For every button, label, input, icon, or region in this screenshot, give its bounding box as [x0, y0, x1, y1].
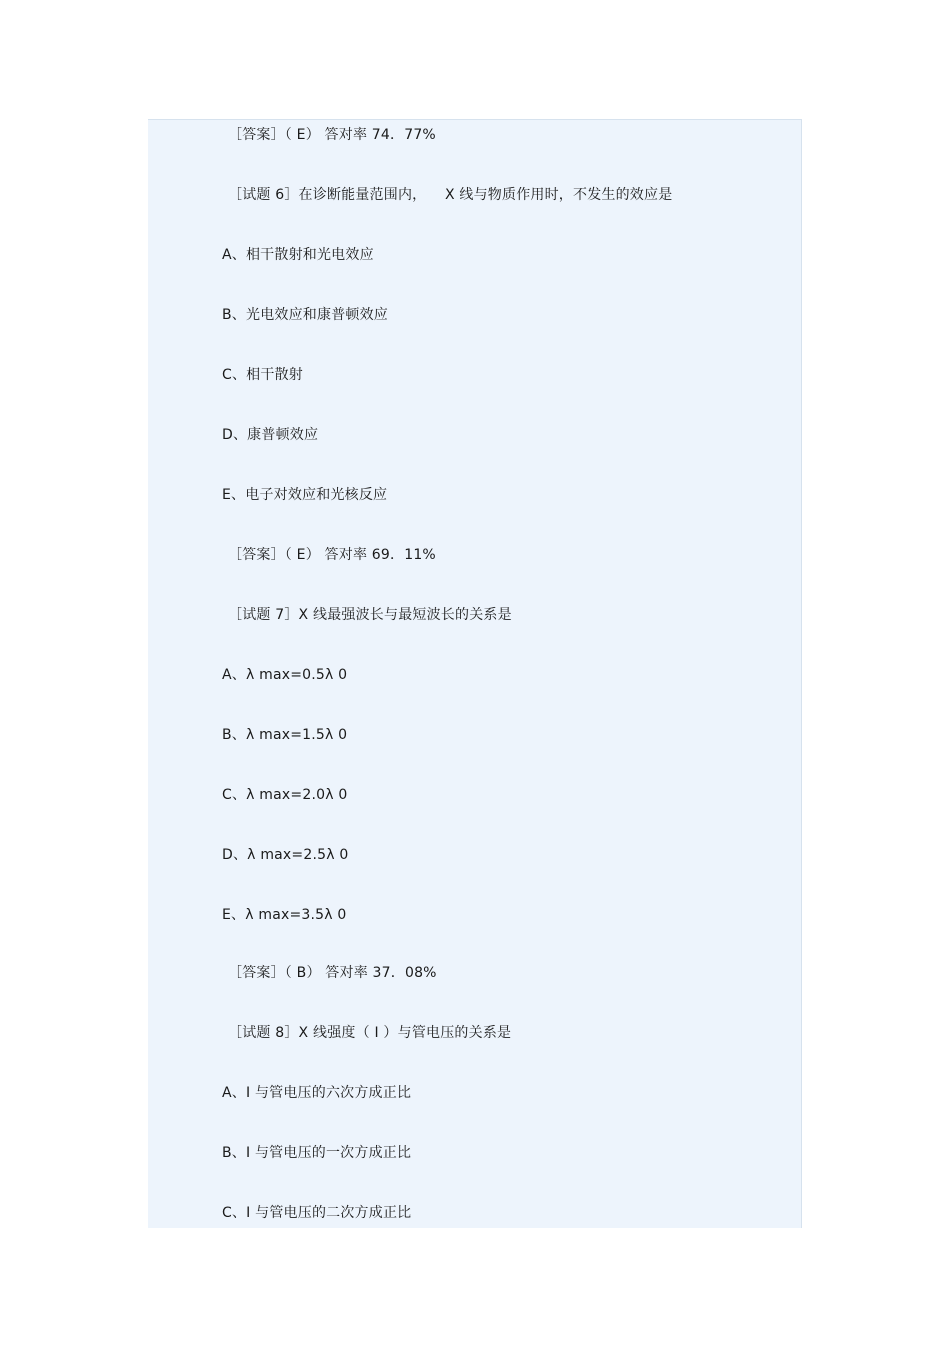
answer-line: ［答案］（ E） 答对率 74．77%	[228, 127, 436, 143]
option-line: C、I 与管电压的二次方成正比	[222, 1205, 412, 1221]
option-line: A、I 与管电压的六次方成正比	[222, 1085, 412, 1101]
option-line: B、光电效应和康普顿效应	[222, 307, 389, 323]
question-line: ［试题 6］在诊断能量范围内， X 线与物质作用时，不发生的效应是	[228, 187, 673, 203]
option-line: D、λ max=2.5λ 0	[222, 847, 349, 863]
question-line: ［试题 7］X 线最强波长与最短波长的关系是	[228, 607, 512, 623]
option-line: A、λ max=0.5λ 0	[222, 667, 348, 683]
option-line: B、λ max=1.5λ 0	[222, 727, 348, 743]
document-panel	[148, 119, 802, 1228]
option-line: C、λ max=2.0λ 0	[222, 787, 348, 803]
answer-line: ［答案］（ E） 答对率 69．11%	[228, 547, 436, 563]
option-line: E、λ max=3.5λ 0	[222, 907, 347, 923]
option-line: C、相干散射	[222, 367, 303, 383]
option-line: A、相干散射和光电效应	[222, 247, 374, 263]
option-line: E、电子对效应和光核反应	[222, 487, 388, 503]
question-line: ［试题 8］X 线强度（ I ）与管电压的关系是	[228, 1025, 512, 1041]
option-line: D、康普顿效应	[222, 427, 319, 443]
answer-line: ［答案］（ B） 答对率 37．08%	[228, 965, 437, 981]
option-line: B、I 与管电压的一次方成正比	[222, 1145, 412, 1161]
